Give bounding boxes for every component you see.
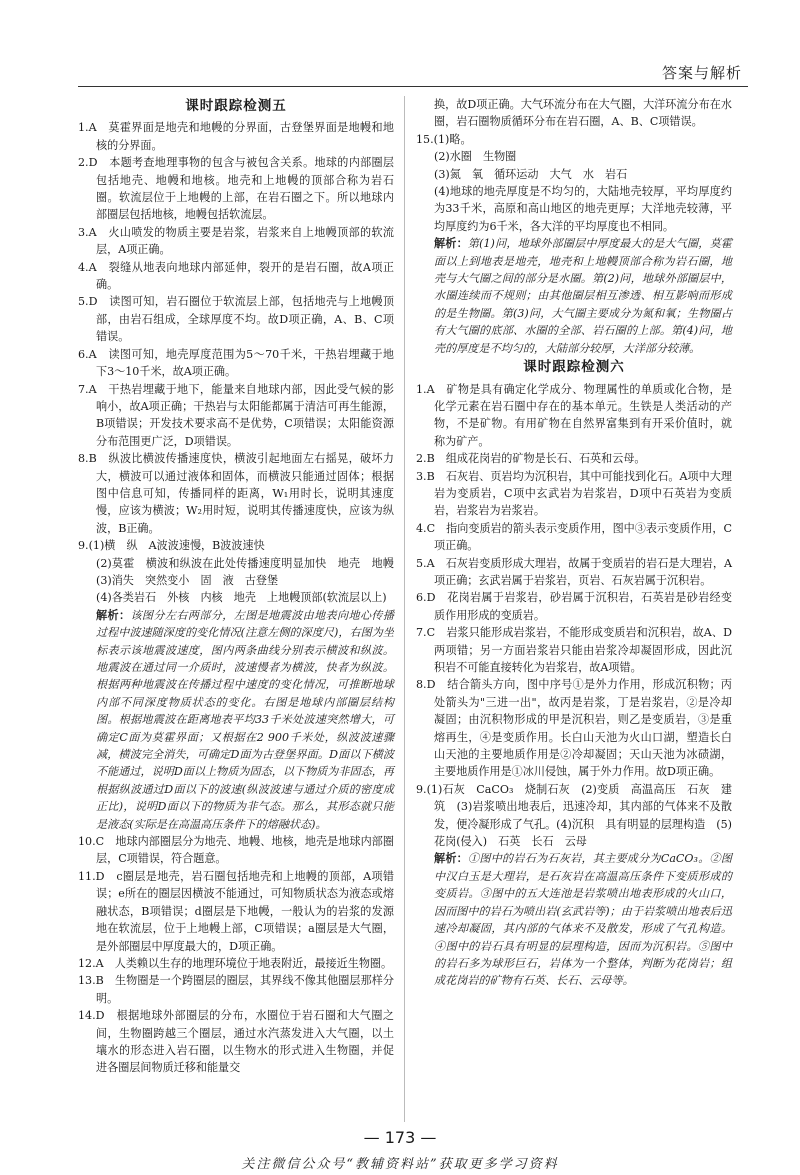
analysis-label: 解析： (434, 237, 468, 251)
analysis-text: ①图中的岩石为石灰岩，其主要成分为CaCO₃。②图中汉白玉是大理岩，是石灰岩在高温高压条件下变质形成的变质岩。③图中的五大连池是岩浆喷出地表形成的火山口，因而图中的岩石为喷出岩(玄武岩等)；由于岩浆喷出地表后迅速冷却凝固，其内部的气体来不及散发，形成了气孔构造。④图中的岩石具有明显的层理构造，因而为沉积岩。⑤图中的岩石多为球形巨石，岩体为一个整体，判断为花岗岩；组成花岗岩的矿物有石英、长石、云母等。 (434, 852, 732, 988)
footer-note: 关注微信公众号“教辅资料站”获取更多学习资料 (241, 1157, 559, 1172)
right-column (416, 96, 732, 990)
analysis-text: 该图分左右两部分，左图是地震波由地表向地心传播过程中波速随深度的变化情况(注意左侧的深度尺)，右图为坐标表示该地震波速度，图内两条曲线分别表示横波和纵波。地震波在通过同一介质时，波速慢者为横波，快者为纵波。根据两种地震波在传播过程中速度的变化情况，可推断地球内部不同深度物质状态的变化。右图是地球内部圈层结构图。根据地震波在距离地表平均33千米处波速突然增大，可确定C面为莫霍界面；又根据在2 900千米处，纵波波速骤减，横波完全消失，可确定D面为古登堡界面。D面以下横波不能通过，说明D面以上物质为固态，以下物质为非固态，再根据纵波通过D面以下的波速(纵波波速与通过介质的密度成正比)，说明D面以下的物质为非气态。那么，其形态就只能是液态(实际是在高温高压条件下的熔融状态)。 (96, 608, 394, 831)
answer-item: 6.D 花岗岩属于岩浆岩，砂岩属于沉积岩，石英岩是砂岩经变质作用形成的变质岩。 (416, 591, 732, 622)
analysis-label: 解析： (96, 608, 131, 622)
answer-item: 7.C 岩浆只能形成岩浆岩，不能形成变质岩和沉积岩，故A、D两项错；另一方面岩浆岩只能由岩浆冷却凝固形成，因此沉积岩不可能直接转化为岩浆岩，故A项错。 (416, 626, 732, 674)
analysis-block (416, 850, 732, 989)
answer-item: 14.D 根据地球外部圈层的分布，水圈位于岩石圈和大气圈之间，生物圈跨越三个圈层，通过水汽蒸发进入大气圈，以土壤水的形态进入岩石圈，以生物水的形式进入生物圈，并促进各圈层间物质迁移和能量交 (78, 1009, 394, 1075)
continuation-text: 换，故D项正确。大气环流分布在大气圈，大洋环流分布在水圈，岩石圈物质循环分布在岩石圈，A、B、C项错误。 (434, 98, 732, 129)
left-column (78, 96, 406, 1077)
answer-item: 2.D 本题考查地理事物的包含与被包含关系。地球的内部圈层包括地壳、地幔和地核。地壳和上地幔的顶部合称为岩石圈。软流层位于上地幔的上部，在岩石圈之下。所以地球内部圈层包括地核，地幔包括软流层。 (78, 156, 394, 222)
answer-item: 1.A 矿物是具有确定化学成分、物理属性的单质或化合物，是化学元素在岩石圈中存在的基本单元。生铁是人类活动的产物，不是矿物。有用矿物在自然界富集到有开采价值时，就称为矿产。 (416, 382, 732, 448)
answer-item: 1.A 莫霍界面是地壳和地幔的分界面，古登堡界面是地幔和地核的分界面。 (78, 121, 394, 152)
section-title-6: 课时跟踪检测六 (523, 359, 625, 376)
answer-item: 6.A 读图可知，地壳厚度范围为5～70千米，干热岩埋藏于地下3～10千米，故A项正确。 (78, 347, 394, 379)
analysis-block (78, 607, 394, 833)
answer-item: 11.D c圈层是地壳，岩石圈包括地壳和上地幔的顶部，A项错误；e所在的圈层因横波不能通过，可知物质状态为液态或熔融状态，B项错误；d圈层是下地幔，一般认为的岩浆的发源地在软流层，位于上地幔上部，C项错误；a圈层是大气圈，是外部圈层中厚度最大的，D项正确。 (78, 869, 394, 953)
page-number: — 173 — (363, 1128, 437, 1147)
answer-item: 10.C 地球内部圈层分为地壳、地幔、地核，地壳是地球内部圈层，C项错误，符合题意。 (78, 835, 394, 866)
analysis-block (416, 235, 732, 357)
analysis-text: 第(1)问，地球外部圈层中厚度最大的是大气圈，莫霍面以上到地表是地壳，地壳和上地幔顶部合称为岩石圈，地壳与大气圈之间的部分是水圈。第(2)问，地球外部圈层中，水圈连续而不规则；由其他圈层相互渗透、相互影响而形成的是生物圈。第(3)问，大气圈主要成分为氮和氧；生物圈占有大气圈的底部、水圈的全部、岩石圈的上部。第(4)问，地壳的厚度是不均匀的，大陆部分较厚，大洋部分较薄。 (434, 237, 732, 355)
header-rule (78, 86, 748, 87)
answer-item: 5.D 读图可知，岩石圈位于软流层上部，包括地壳与上地幔顶部，由岩石组成，全球厚度不均。故D项正确，A、B、C项错误。 (78, 295, 394, 344)
answer-item: 5.A 石灰岩变质形成大理岩，故属于变质岩的岩石是大理岩，A项正确；玄武岩属于岩浆岩，页岩、石灰岩属于沉积岩。 (416, 556, 732, 587)
answer-subline: (4)地球的地壳厚度是不均匀的，大陆地壳较厚，平均厚度约为33千米，高原和高山地区的地壳更厚；大洋地壳较薄，平均厚度约为6千米，各大洋的平均厚度也不相同。 (434, 185, 732, 233)
answer-item-9: 9.(1)横 纵 A波波速慢，B波波速快 (78, 539, 265, 553)
answer-item-15: 15.(1)略。 (416, 132, 472, 146)
answer-item: 4.A 裂缝从地表向地球内部延伸，裂开的是岩石圈，故A项正确。 (78, 260, 394, 292)
header-title: 答案与解析 (661, 64, 742, 82)
analysis-label: 解析： (434, 852, 469, 866)
answer-subline: (2)水圈 生物圈 (434, 150, 517, 164)
answer-item: 8.B 纵波比横波传播速度快，横波引起地面左右摇晃，破坏力大，横波可以通过液体和固体，而横波只能通过固体；根据图中信息可知，传播同样的距离，W₁用时长，说明其速度慢，应该为横波；W₂用时短，说明其传播速度快，应该为纵波，B正确。 (78, 452, 394, 535)
answer-item: 7.A 干热岩埋藏于地下，能量来自地球内部，因此受气候的影响小，故A项正确；干热岩与太阳能都属于清洁可再生能源，B项错误；开发技术要求高不是优势，C项错误；太阳能资源分布范围更广泛，D项错误。 (78, 382, 394, 448)
answer-item: 8.D 结合箭头方向，图中序号①是外力作用，形成沉积物；丙处箭头为"三进一出"，故丙是岩浆，丁是岩浆岩，②是冷却凝固；由沉积物形成的甲是沉积岩，则乙是变质岩，③是重熔再生，④是变质作用。长白山天池为火山口湖，塑造长白山天池的主要地质作用是②冷却凝固；天山天池为冰碛湖，主要地质作用是①冰川侵蚀，属于外力作用。故D项正确。 (416, 678, 732, 779)
answer-item: 3.A 火山喷发的物质主要是岩浆，岩浆来自上地幔顶部的软流层，A项正确。 (78, 225, 394, 257)
section-title-5: 课时跟踪检测五 (185, 98, 287, 114)
answer-subline: (2)莫霍 横波和纵波在此处传播速度明显加快 地壳 地幔 (3)消失 突然变小 固 液 古登堡 (96, 556, 406, 587)
answer-item: 2.B 组成花岗岩的矿物是长石、石英和云母。 (416, 452, 646, 466)
answer-item: 13.B 生物圈是一个跨圈层的圈层，其界线不像其他圈层那样分明。 (78, 974, 394, 1005)
answer-item: 4.C 指向变质岩的箭头表示变质作用，图中③表示变质作用，C项正确。 (416, 521, 733, 553)
column-divider (404, 96, 405, 1122)
answer-subline: (3)氮 氧 循环运动 大气 水 岩石 (434, 167, 628, 181)
answer-item-9: 9.(1)石灰 CaCO₃ 烧制石灰 (2)变质 高温高压 石灰 建筑 (3)岩浆喷出地表后，迅速冷却，其内部的气体来不及散发，便冷凝形成了气孔。(4)沉积 具有明显的层理构造 (5)花岗(侵入) 石英 长石 云母 (416, 782, 732, 849)
answer-item: 3.B 石灰岩、页岩均为沉积岩，其中可能找到化石。A项中大理岩为变质岩，C项中玄武岩为岩浆岩，D项中石英岩为变质岩，岩浆岩为岩浆岩。 (416, 469, 732, 518)
answer-item: 12.A 人类赖以生存的地理环境位于地表附近，最接近生物圈。 (78, 956, 393, 970)
answer-subline: (4)各类岩石 外核 内核 地壳 上地幔顶部(软流层以上) (96, 591, 387, 605)
